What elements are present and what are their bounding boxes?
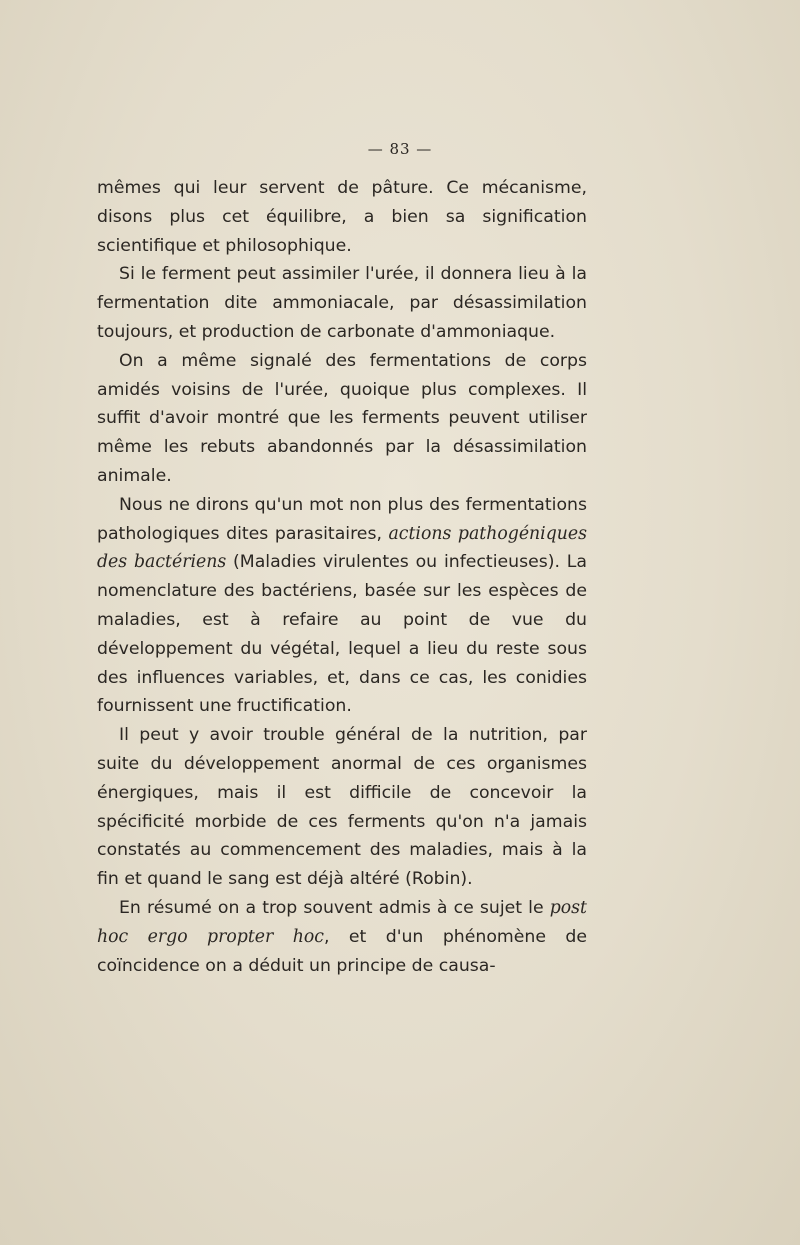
- italic-phrase: actions pathogéniques des bactériens: [97, 523, 587, 573]
- text-run: (Maladies virulentes ou infectieuses). La nomenclature des bactériens, basée sur les espèces de maladies, est à refaire au point de vue du développement du végétal, lequel a lieu du reste sous des influences variables, et, dans ce cas, les conidies fournissent une fructification.: [97, 552, 587, 717]
- text-run: Si le ferment peut assimiler l'urée, il donnera lieu à la fermentation dite ammoniacale, par désassimilation toujours, et production de carbonate d'ammoniaque.: [97, 264, 587, 342]
- paragraph: [97, 894, 587, 980]
- text-run: En résumé on a trop souvent admis à ce sujet le: [119, 897, 550, 918]
- paragraph: [97, 174, 587, 260]
- text-run: On a même signalé des fermentations de corps amidés voisins de l'urée, quoique plus complexes. Il suffit d'avoir montré que les ferments peuvent utiliser même les rebuts abandonnés par la désassimilation animale.: [97, 350, 587, 486]
- paragraph: [97, 721, 587, 894]
- text-run: , et d'un phénomène de coïncidence on a déduit un principe de causa-: [97, 926, 587, 976]
- text-run: mêmes qui leur servent de pâture. Ce mécanisme, disons plus cet équilibre, a bien sa signification scientifique et philosophique.: [97, 178, 587, 256]
- page-number: — 83 —: [367, 140, 433, 158]
- paragraph: [97, 491, 587, 721]
- paragraph: [97, 347, 587, 491]
- italic-phrase: post hoc ergo propter hoc: [97, 897, 587, 947]
- text-run: Nous ne dirons qu'un mot non plus des fermentations pathologiques dites parasitaires,: [97, 494, 587, 544]
- text-run: Il peut y avoir trouble général de la nutrition, par suite du développement anormal de ces organismes énergiques, mais il est difficile de concevoir la spécificité morbide de ces ferments qu'on n'a jamais constatés au commencement des maladies, mais à la fin et quand le sang est déjà altéré (Robin).: [97, 725, 587, 890]
- body-text: [97, 174, 587, 980]
- paragraph: [97, 260, 587, 346]
